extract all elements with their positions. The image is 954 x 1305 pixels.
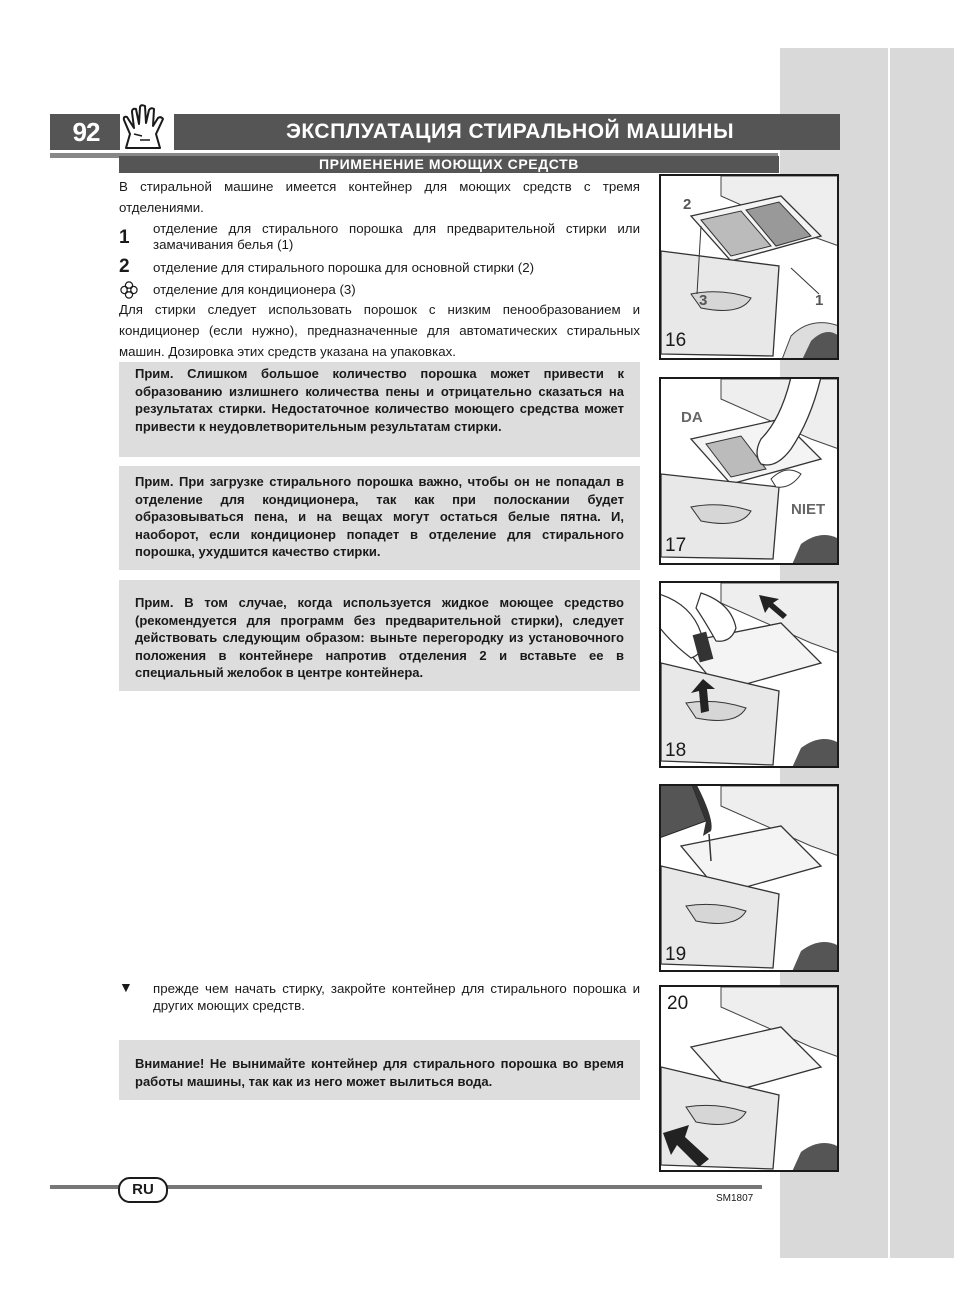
compartment-symbol: 1 — [119, 227, 130, 248]
compartment-text: отделение для кондиционера (3) — [153, 282, 356, 297]
figure-number: 18 — [665, 740, 687, 761]
warning-box: Внимание! Не вынимайте контейнер для стирального порошка во время работы машины, так как из него может вылиться вода. — [119, 1040, 640, 1100]
page-title: ЭКСПЛУАТАЦИЯ СТИРАЛЬНОЙ МАШИНЫ — [285, 120, 735, 143]
figure-17 — [659, 377, 839, 565]
figure-number: 20 — [667, 993, 689, 1014]
figure-label-incorrect: NIET — [791, 501, 826, 518]
figure-16 — [659, 174, 839, 360]
bullet-text: прежде чем начать стирку, закройте контейнер для стирального порошка и других моющих средств. — [153, 981, 640, 1013]
page-number: 92 — [72, 117, 100, 147]
intro-text: В стиральной машине имеется контейнер для моющих средств с тремя отделениями. — [119, 179, 640, 215]
compartment-symbol: 2 — [119, 256, 130, 277]
language-badge: RU — [118, 1177, 168, 1203]
compartment-item-2 — [119, 258, 640, 280]
drawer-illustration — [661, 583, 839, 768]
note-box-3: Прим. В том случае, когда используется жидкое моющее средство (рекомендуется для программ без предварительной стирки), следует действовать следующим образом: выньте перегородку из установочного положения в контейнере напротив отделения 2 и вставьте ее в специальный желобок в центре контейнера. — [119, 580, 640, 691]
note-box-1: Прим. Слишком большое количество порошка может привести к образованию излишнего количества пены и отрицательно сказаться на результатах стирки. Недостаточное количество моющего средства может привести к неудовлетворительным результатам стирки. — [119, 362, 640, 457]
figure-20 — [659, 985, 839, 1172]
figure-number: 17 — [665, 535, 687, 556]
note-box-2: Прим. При загрузке стирального порошка важно, чтобы он не попадал в отделение для кондиционера, так как при полоскании будет образовываться пена, и на вещах могут остаться белые пятна. И, наоборот, если кондиционер попадет в отделение для стирального порошка, ухудшится качество стирки. — [119, 466, 640, 570]
section-title: ПРИМЕНЕНИЕ МОЮЩИХ СРЕДСТВ — [119, 156, 779, 173]
detergent-paragraph: Для стирки следует использовать порошок с низким пенообразованием и кондиционер (если нужно), предназначенные для автоматических стиральных машин. Дозировка этих средств указана на упаковках. — [119, 302, 640, 359]
figure-19 — [659, 784, 839, 972]
figure-label-correct: DA — [681, 409, 703, 426]
drawer-illustration — [661, 379, 839, 565]
figure-18 — [659, 581, 839, 768]
bullet-triangle-icon: ▼ — [119, 979, 133, 995]
document-code: SM1807 — [716, 1193, 754, 1204]
drawer-illustration — [661, 786, 839, 972]
hand-icon — [120, 104, 174, 152]
compartment-item-1 — [119, 221, 640, 261]
figure-number: 16 — [665, 330, 687, 351]
figure-label: 1 — [815, 292, 824, 309]
compartment-text: отделение для стирального порошка для основной стирки (2) — [153, 260, 535, 275]
figure-label: 3 — [699, 292, 708, 309]
compartment-text: отделение для стирального порошка для предварительной стирки или замачивания белья (1) — [153, 221, 640, 252]
figure-label: 2 — [683, 196, 692, 213]
figure-number: 19 — [665, 944, 687, 965]
